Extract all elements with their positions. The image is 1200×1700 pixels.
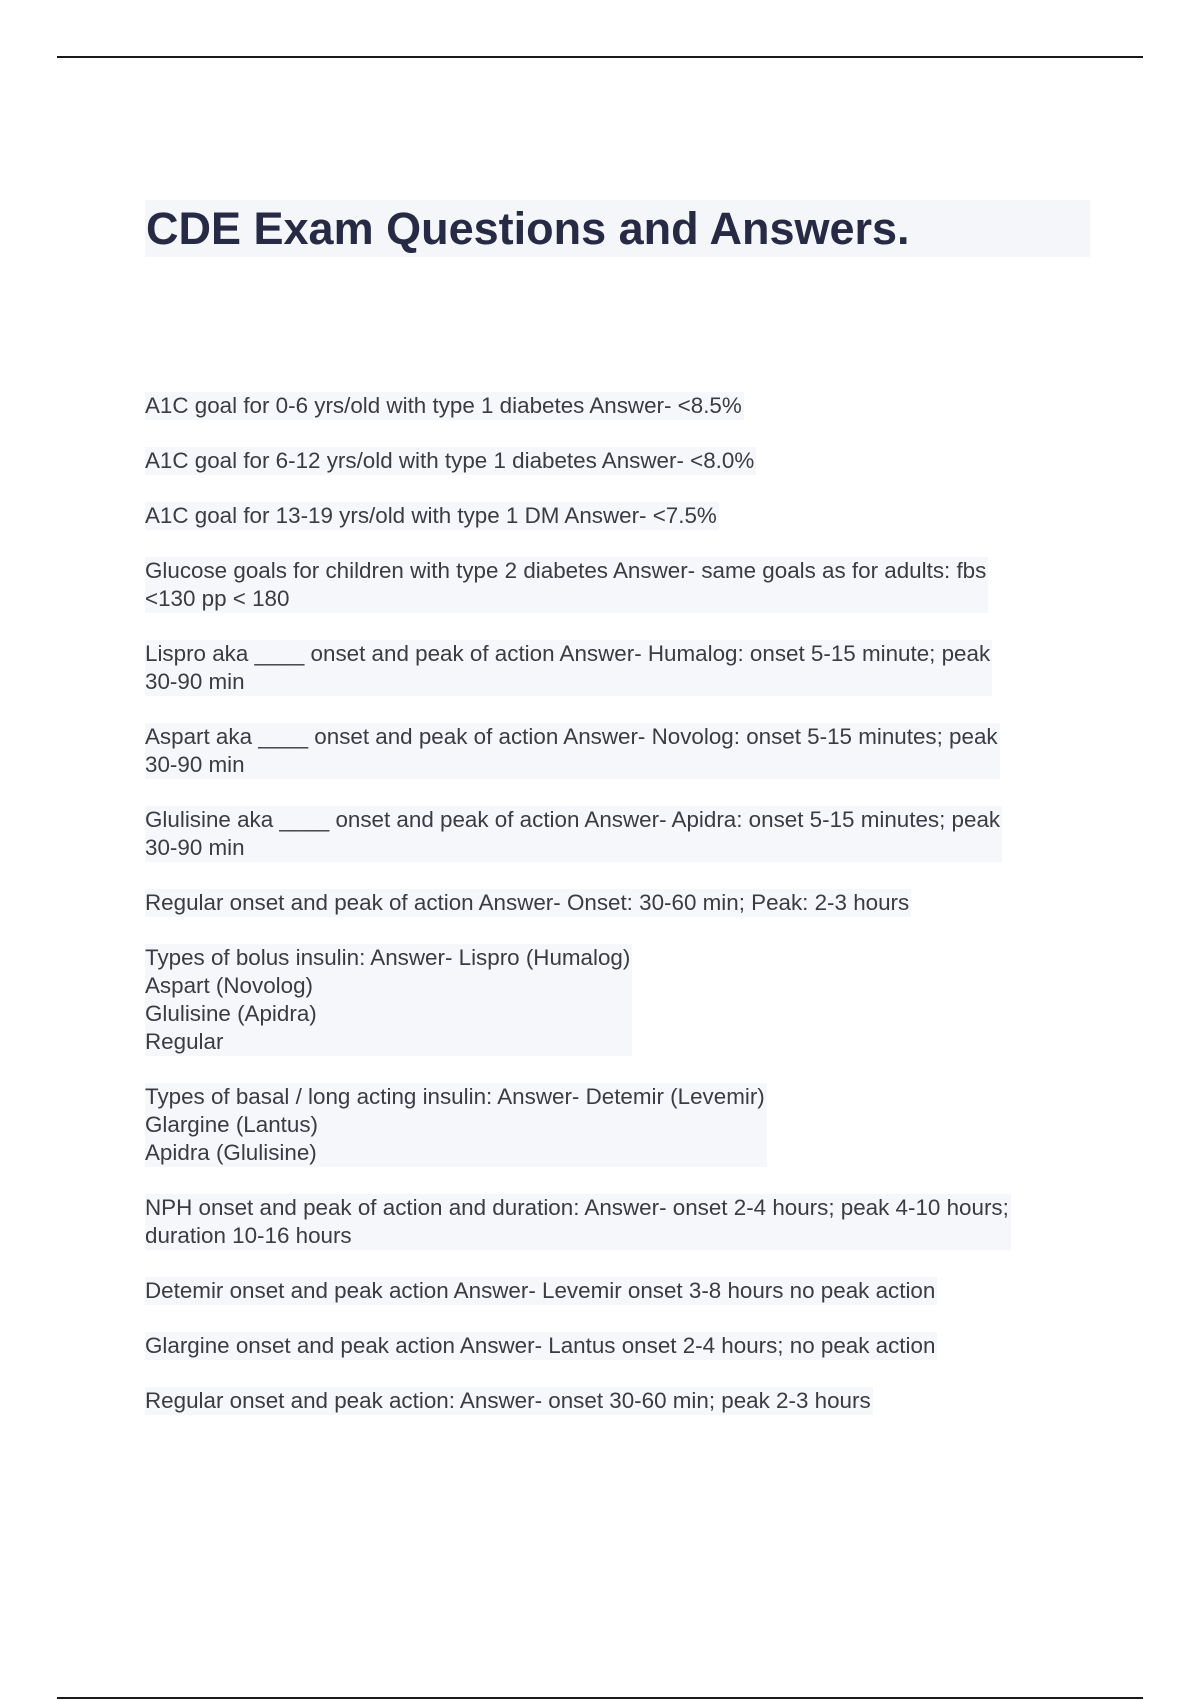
page-title: CDE Exam Questions and Answers. xyxy=(146,203,910,254)
footer-rule xyxy=(57,1697,1143,1699)
qa-item: Regular onset and peak of action Answer- Onset: 30-60 min; Peak: 2-3 hours xyxy=(145,890,910,915)
qa-item: Regular onset and peak action: Answer- onset 30-60 min; peak 2-3 hours xyxy=(145,1388,871,1413)
qa-item: Aspart aka ____ onset and peak of action Answer- Novolog: onset 5-15 minutes; peak 30-90 min xyxy=(145,724,998,777)
header-rule xyxy=(57,56,1143,58)
qa-item: Glargine onset and peak action Answer- Lantus onset 2-4 hours; no peak action xyxy=(145,1333,936,1358)
qa-item: A1C goal for 6-12 yrs/old with type 1 diabetes Answer- <8.0% xyxy=(145,448,755,473)
qa-item: Types of bolus insulin: Answer- Lispro (Humalog) Aspart (Novolog) Glulisine (Apidra) Regular xyxy=(145,945,631,1054)
qa-item: Glulisine aka ____ onset and peak of action Answer- Apidra: onset 5-15 minutes; peak 30-90 min xyxy=(145,807,1001,860)
qa-item: A1C goal for 13-19 yrs/old with type 1 DM Answer- <7.5% xyxy=(145,503,717,528)
qa-item: A1C goal for 0-6 yrs/old with type 1 diabetes Answer- <8.5% xyxy=(145,393,742,418)
qa-item: NPH onset and peak of action and duration: Answer- onset 2-4 hours; peak 4-10 hours; duration 10-16 hours xyxy=(145,1195,1009,1248)
qa-item: Glucose goals for children with type 2 diabetes Answer- same goals as for adults: fbs <130 pp < 180 xyxy=(145,558,987,611)
qa-item: Types of basal / long acting insulin: Answer- Detemir (Levemir) Glargine (Lantus) Apidra (Glulisine) xyxy=(145,1084,765,1165)
qa-item: Lispro aka ____ onset and peak of action Answer- Humalog: onset 5-15 minute; peak 30-90 min xyxy=(145,641,991,694)
qa-item: Detemir onset and peak action Answer- Levemir onset 3-8 hours no peak action xyxy=(145,1278,936,1303)
qa-list xyxy=(145,392,1090,1415)
